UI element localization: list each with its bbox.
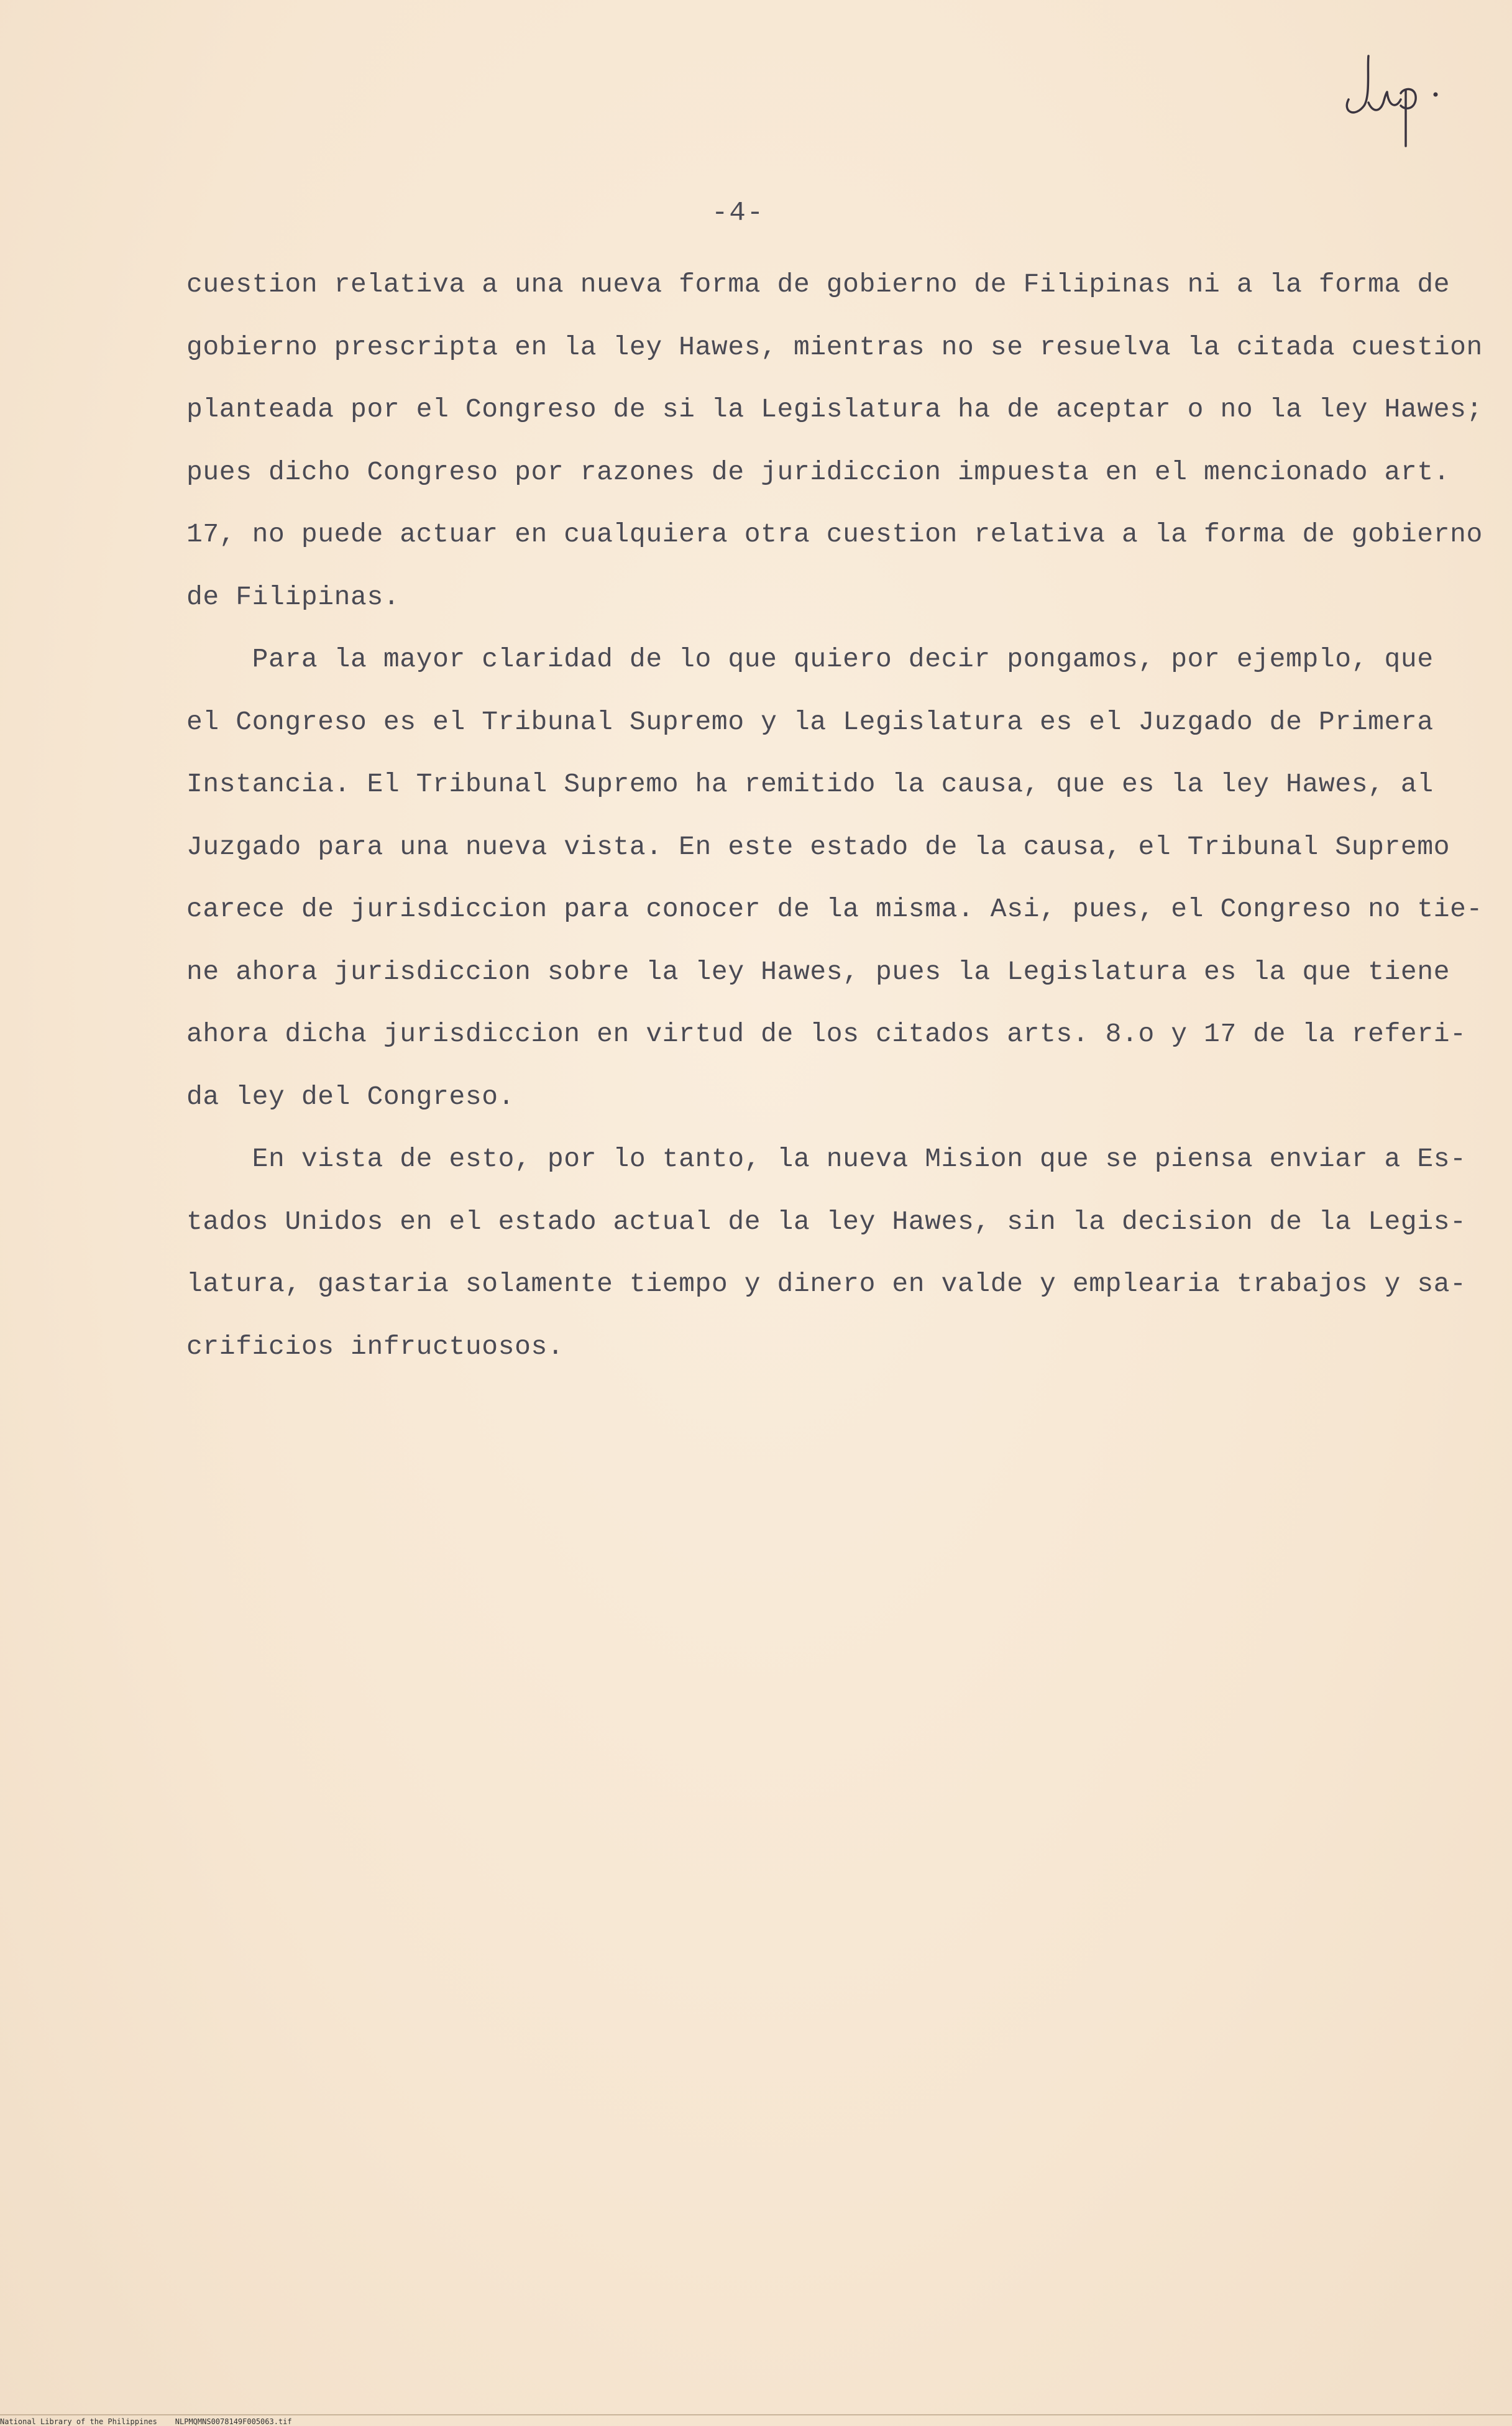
footer-library: National Library of the Philippines bbox=[0, 2417, 157, 2426]
text-line: cuestion relativa a una nueva forma de gobierno de Filipinas ni a la forma de bbox=[186, 269, 1450, 300]
text-line: ahora dicha jurisdiccion en virtud de los citados arts. 8.o y 17 de la referi- bbox=[186, 1019, 1467, 1049]
page-number: -4- bbox=[712, 198, 765, 229]
text-line: el Congreso es el Tribunal Supremo y la Legislatura es el Juzgado de Primera bbox=[186, 706, 1434, 737]
footer-file: NLPMQMNS0078149F005063.tif bbox=[175, 2417, 292, 2426]
handwritten-annotation bbox=[1336, 44, 1448, 149]
text-line: planteada por el Congreso de si la Legislatura ha de aceptar o no la ley Hawes; bbox=[186, 394, 1483, 425]
text-line: crificios infructuosos. bbox=[186, 1331, 564, 1362]
text-line: ne ahora jurisdiccion sobre la ley Hawes, pues la Legislatura es la que tiene bbox=[186, 956, 1450, 987]
text-line: Juzgado para una nueva vista. En este estado de la causa, el Tribunal Supremo bbox=[186, 831, 1450, 862]
text-line: pues dicho Congreso por razones de juridiccion impuesta en el mencionado art. bbox=[186, 456, 1450, 487]
text-line: gobierno prescripta en la ley Hawes, mientras no se resuelva la citada cuestion bbox=[186, 331, 1483, 362]
text-line: tados Unidos en el estado actual de la ley Hawes, sin la decision de la Legis- bbox=[186, 1206, 1467, 1237]
text-line: latura, gastaria solamente tiempo y dinero en valde y emplearia trabajos y sa- bbox=[186, 1269, 1467, 1299]
scan-footer bbox=[0, 2417, 292, 2426]
text-line: Instancia. El Tribunal Supremo ha remitido la causa, que es la ley Hawes, al bbox=[186, 769, 1434, 799]
text-line: En vista de esto, por lo tanto, la nueva Mision que se piensa enviar a Es- bbox=[186, 1144, 1467, 1174]
text-line: 17, no puede actuar en cualquiera otra cuestion relativa a la forma de gobierno bbox=[186, 519, 1483, 549]
body-text bbox=[186, 254, 1483, 1378]
text-line: Para la mayor claridad de lo que quiero decir pongamos, por ejemplo, que bbox=[186, 644, 1434, 674]
text-line: da ley del Congreso. bbox=[186, 1081, 515, 1112]
text-line: carece de jurisdiccion para conocer de la misma. Asi, pues, el Congreso no tie- bbox=[186, 894, 1483, 924]
text-line: de Filipinas. bbox=[186, 581, 400, 612]
footer-divider bbox=[0, 2414, 1512, 2415]
